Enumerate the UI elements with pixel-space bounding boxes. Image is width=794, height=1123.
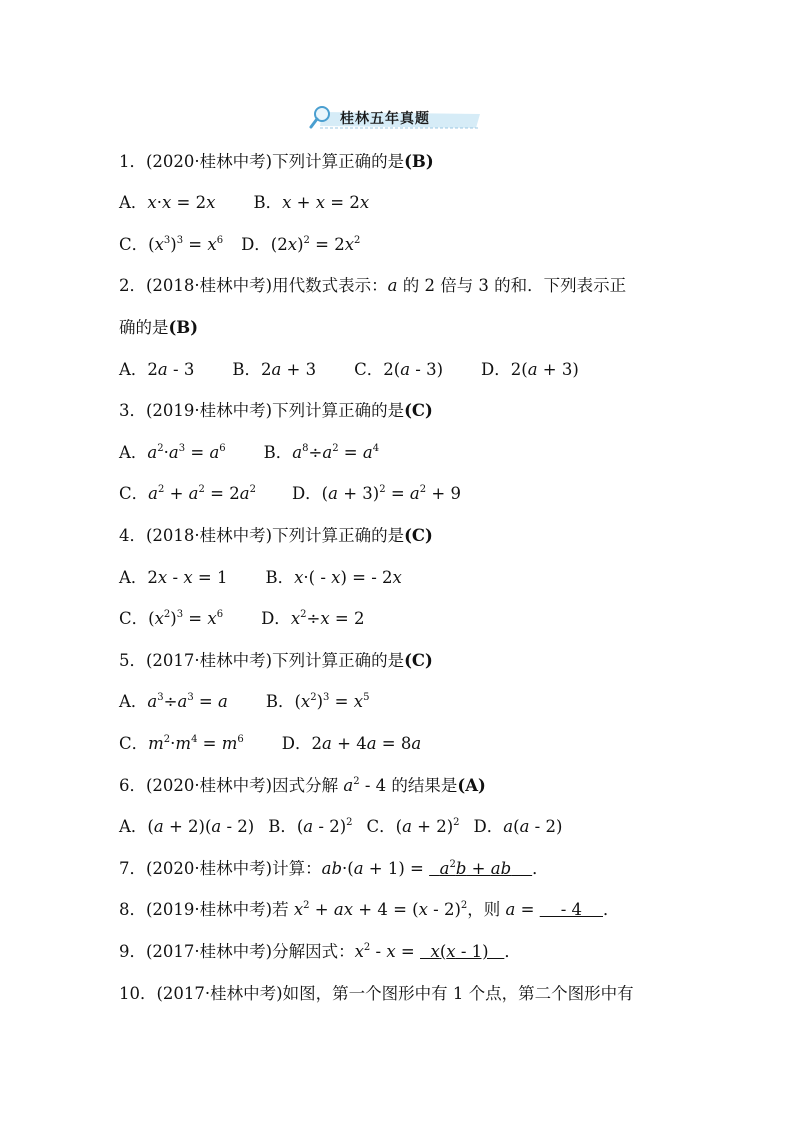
question-stem: 6．(2020·桂林中考)因式分解: [119, 776, 344, 795]
question-stem: 9．(2017·桂林中考)分解因式：: [119, 942, 355, 961]
question-stem-cont: 的 2 倍与 3 的和．下列表示正: [402, 276, 627, 295]
q3-options-row2: [119, 484, 461, 504]
question-stem: 10．(2017·桂林中考)如图，第一个图形中有 1 个点，第二个图形中有: [119, 984, 634, 1003]
question-stem: 5．(2017·桂林中考)下列计算正确的是: [119, 651, 405, 670]
option-d: D．2(a + 3): [481, 360, 579, 379]
option-c: C．$m^2\cdot m^4 = m^6$: [119, 734, 244, 753]
option-a: A．$a^2\cdot a^3 = a^6$: [119, 443, 226, 462]
question-stem: 7．(2020·桂林中考)计算：: [119, 859, 322, 878]
question-stem: 3．(2019·桂林中考)下列计算正确的是: [119, 401, 405, 420]
answer-blank: $a^2b$ + ab: [439, 859, 512, 878]
section-header: [308, 104, 484, 134]
option-a: A．$a^3\div a^3 = a$: [119, 692, 228, 711]
question-answer: (C): [404, 401, 433, 420]
option-d: D．$x^2\div x = 2$: [261, 609, 365, 628]
option-d: D．a(a - 2): [473, 817, 563, 836]
answer-blank: x(x - 1): [430, 942, 505, 961]
q4-options-row2: [119, 609, 364, 629]
question-stem-cont: - 4 的结果是: [359, 776, 458, 795]
option-b: B．$(x^2)^3 = x^5$: [265, 692, 370, 711]
option-a: A．2a - 3: [119, 360, 195, 379]
option-d: D．2a + 4a = 8a: [281, 734, 422, 753]
option-b: B．(a - 2)$^2$: [268, 817, 353, 836]
option-c: C．$(a + 2)^2$: [366, 817, 460, 836]
option-b: B．$a^8\div a^2 = a^4$: [263, 443, 380, 462]
question-answer: (B): [168, 318, 199, 337]
question-5: [119, 651, 433, 671]
question-10: [119, 984, 634, 1004]
question-2: 2．(2018·桂林中考)用代数式表示：a 的 2 倍与 3 的和．下列表示正: [119, 276, 627, 295]
option-c: C．2(a - 3): [354, 360, 444, 379]
q1-options-row2: [119, 235, 360, 255]
answer-blank: - 4: [539, 900, 603, 919]
question-answer: (C): [404, 651, 433, 670]
question-stem: 4．(2018·桂林中考)下列计算正确的是: [119, 526, 405, 545]
option-c: C．$(x^2)^3 = x^6$: [119, 609, 224, 628]
question-stem: 1．(2020·桂林中考)下列计算正确的是: [119, 152, 405, 171]
option-b: B．x·( - x) = - 2x: [265, 568, 402, 587]
question-answer: (B): [404, 152, 434, 171]
question-stem: 2．(2018·桂林中考)用代数式表示：: [119, 276, 388, 295]
question-6: 6．(2020·桂林中考)因式分解 $a^2 - 4$ 的结果是(A): [119, 776, 486, 795]
question-stem: 8．(2019·桂林中考)若: [119, 900, 294, 919]
q5-options-row1: [119, 692, 369, 712]
q5-options-row2: [119, 734, 421, 754]
option-c: C．$a^2 + a^2 = 2a^2$: [119, 484, 256, 503]
question-1: [119, 152, 434, 172]
q3-options-row1: [119, 443, 379, 463]
question-4: [119, 526, 433, 546]
q4-options-row1: [119, 568, 402, 588]
question-answer: (C): [404, 526, 433, 545]
question-stem-end: 确的是: [119, 318, 169, 337]
option-a: A．2x - x = 1: [119, 568, 228, 587]
question-stem-cont: ，则: [467, 900, 506, 919]
option-d: D．$(a + 3)^2 = a^2 + 9$: [291, 484, 461, 503]
question-answer: (A): [457, 776, 486, 795]
q1-options-row1: [119, 193, 369, 213]
option-c: C．$(x^3)^3 = x^6$: [119, 235, 224, 254]
question-3: [119, 401, 433, 421]
option-a: A．x·x = 2x: [119, 193, 216, 212]
question-7: 7．(2020·桂林中考)计算：$ab\cdot(a + 1) = a^2b$ + ab ．: [119, 859, 549, 878]
option-b: B．2a + 3: [232, 360, 317, 379]
option-b: B．x + x = 2x: [253, 193, 370, 212]
question-9: 9．(2017·桂林中考)分解因式：$x^2 - x = x(x - 1)$ ．: [119, 942, 521, 961]
question-8: 8．(2019·桂林中考)若 $x^2$ + ax + 4 = (x - 2)$^2$，则 a = - 4 ．: [119, 900, 620, 919]
section-title: 桂林五年真题: [340, 111, 430, 127]
q6-options: [119, 817, 562, 837]
question-2-cont: [119, 318, 198, 338]
option-d: D．$(2x)^2 = 2x^2$: [241, 235, 361, 254]
q2-options: [119, 360, 579, 380]
option-a: A．(a + 2)(a - 2): [119, 817, 255, 836]
